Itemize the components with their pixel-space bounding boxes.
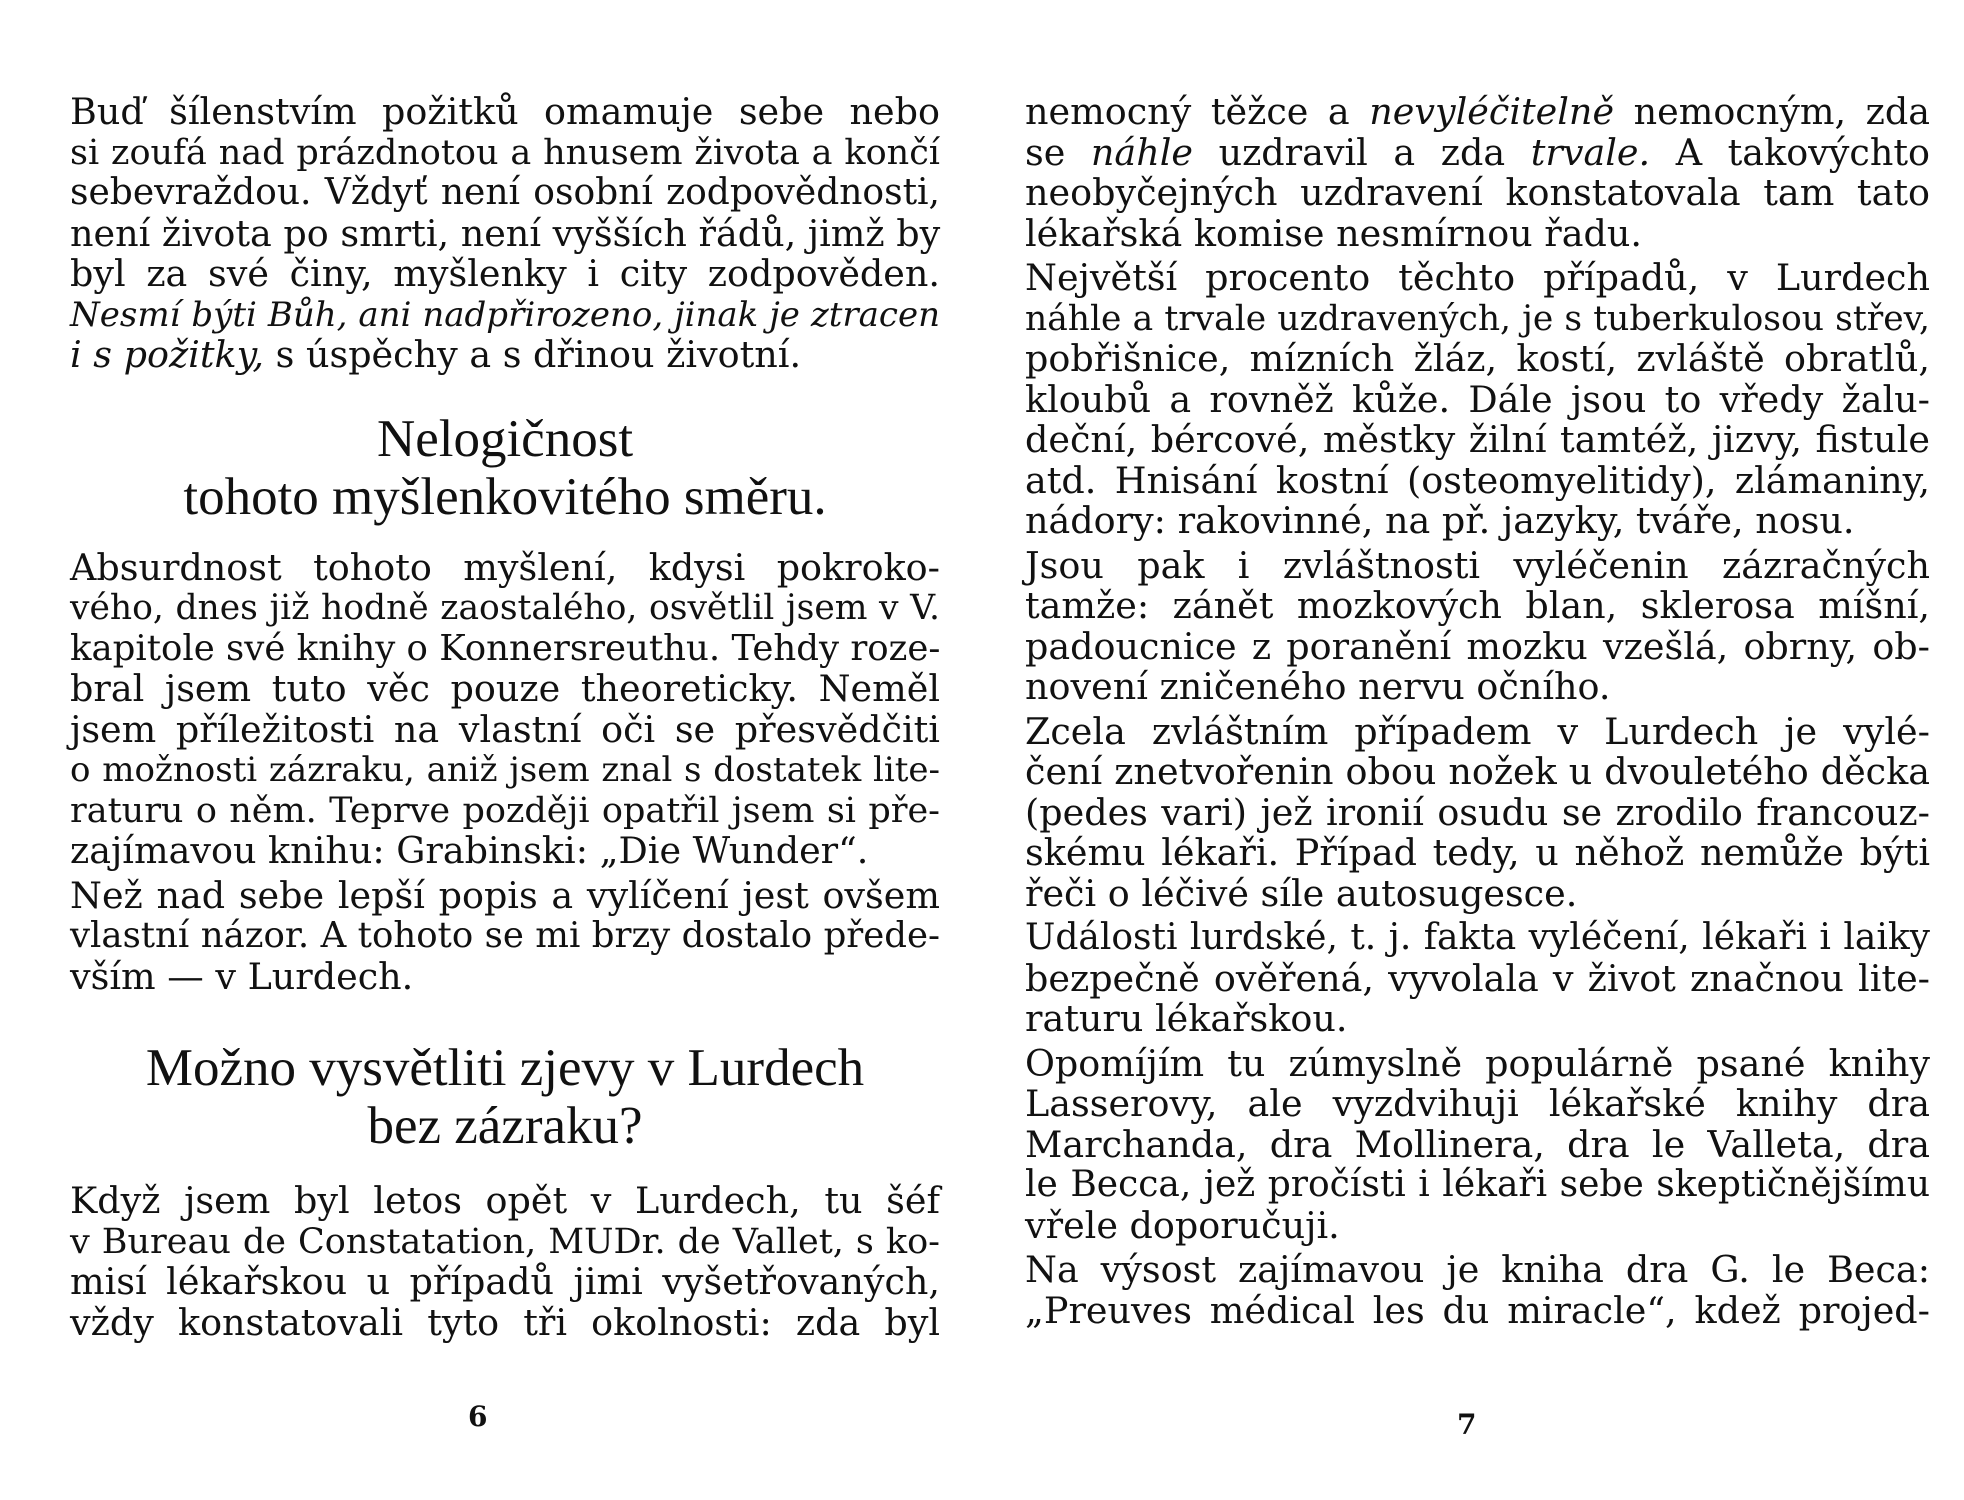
text-line: novení zničeného nervu očního.	[1025, 665, 1611, 708]
text-run: uzdravil a zda	[1192, 130, 1531, 174]
text-line: (pedes vari) jež ironií osudu se zrodilo francouz-	[1025, 790, 1930, 834]
left-paragraph-2	[70, 545, 941, 872]
text-line: čení znetvořenin obou nožek u dvouletého děcka	[1025, 750, 1930, 793]
text-line	[70, 295, 940, 336]
text-run: nemocným, zda	[1614, 90, 1930, 133]
italic-text: nevyléčitelně	[1369, 90, 1615, 133]
italic-text: náhle	[1090, 130, 1193, 174]
text-line: v Bureau de Constatation, MUDr. de Vallet, s ko-	[70, 1221, 940, 1262]
text-line: sebevraždou. Vždyť není osobní zodpovědnosti,	[70, 172, 940, 213]
text-line	[1025, 130, 1930, 174]
heading-line: Možno vysvětliti zjevy v Lurdech	[145, 1039, 865, 1097]
heading-2-block	[70, 1039, 940, 1155]
left-paragraph-3	[70, 873, 940, 998]
text-line: Když jsem byl letos opět v Lurdech, tu šéf	[70, 1179, 940, 1222]
text-line: vždy konstatovali tyto tři okolnosti: zda byl	[70, 1300, 940, 1344]
text-line: raturu lékařskou.	[1025, 997, 1348, 1040]
text-line: kloubů a rovněž kůže. Dále jsou to vředy žalu-	[1025, 377, 1930, 421]
right-paragraph-5	[1025, 918, 1930, 1040]
text-line: padoucnice z poranění mozku vzešlá, obrny, ob-	[1025, 624, 1930, 668]
text-line: Na výsost zajímavou je kniha dra G. le Beca:	[1025, 1248, 1930, 1291]
heading-line: bez zázraku?	[367, 1097, 643, 1155]
text-line: Marchanda, dra Mollinera, dra le Valleta, dra	[1025, 1122, 1930, 1166]
text-line: Největší procento těchto případů, v Lurdech	[1025, 256, 1930, 299]
text-line	[1025, 92, 1930, 133]
left-paragraph-1	[70, 92, 940, 376]
text-line: deční, bércové, městky žilní tamtéž, jizvy, fistule	[1025, 418, 1930, 461]
text-line: bezpečně ověřená, vyvolala v život značnou lite-	[1025, 956, 1930, 1000]
text-line: Jsou pak i zvláštnosti vyléčenin zázračných	[1025, 543, 1930, 587]
text-line: Události lurdské, t. j. fakta vyléčení, lékaři i laiky	[1025, 917, 1930, 958]
right-paragraph-6	[1025, 1041, 1930, 1247]
text-line: pobřišnice, mízních žláz, kostí, zvláště obratlů,	[1025, 337, 1930, 380]
text-line: Absurdnost tohoto myšlení, kdysi pokroko-	[70, 545, 940, 589]
text-line: vším — v Lurdech.	[70, 954, 414, 998]
text-line	[70, 335, 940, 376]
right-paragraph-2	[1025, 258, 1930, 542]
section-heading-1	[70, 410, 940, 526]
text-line: nádory: rakovinné, na př. jazyky, tváře, nosu.	[1025, 499, 1855, 542]
left-page-text-column	[70, 92, 940, 1343]
right-paragraph-1	[1025, 92, 1930, 254]
section-heading-2	[70, 1039, 940, 1155]
right-paragraph-3	[1025, 543, 1930, 708]
text-line: náhle a trvale uzdravených, je s tuberkulosou střev,	[1025, 298, 1930, 339]
text-run: se	[1025, 130, 1091, 174]
text-line: misí lékařskou u případů jimi vyšetřovaných,	[70, 1260, 940, 1303]
heading-1-block	[70, 410, 940, 526]
text-line: Opomíjím tu zúmyslně populárně psané knihy	[1025, 1041, 1930, 1085]
text-line: vřele doporučuji.	[1025, 1203, 1340, 1247]
text-line: Lasserovy, ale vyzdvihuji lékařské knihy dra	[1025, 1082, 1930, 1125]
text-run: nemocný těžce a	[1025, 90, 1370, 133]
left-paragraph-4	[70, 1181, 940, 1343]
text-line: kapitole své knihy o Konnersreuthu. Tehdy roze-	[70, 627, 941, 669]
text-line: si zoufá nad prázdnotou a hnusem života a končí	[70, 132, 940, 173]
italic-text: Nesmí býti Bůh, ani nadpřirozeno, jinak je ztracen	[70, 294, 940, 335]
text-line: le Becca, jež pročísti i lékaři sebe skeptičnějšímu	[1025, 1164, 1930, 1205]
italic-text: i s požitky,	[70, 333, 265, 376]
heading-line: tohoto myšlenkovitého směru.	[183, 467, 827, 526]
text-line: o možnosti zázraku, aniž jsem znal s dostatek lite-	[70, 750, 940, 790]
text-run: A takovýchto	[1650, 130, 1930, 174]
italic-text: trvale.	[1530, 130, 1651, 174]
text-run: s úspěchy a s dřinou životní.	[264, 333, 802, 376]
text-line: není života po smrti, není vyšších řádů, jimž by	[70, 211, 941, 255]
text-line: Buď šílenstvím požitků omamuje sebe nebo	[70, 90, 940, 133]
text-line: vlastní názor. A tohoto se mi brzy dostalo přede-	[70, 915, 940, 956]
left-page	[70, 0, 940, 1500]
right-page-text-column	[1025, 92, 1930, 1331]
text-line: bral jsem tuto věc pouze theoreticky. Neměl	[70, 667, 940, 710]
text-line: lékařská komise nesmírnou řadu.	[1025, 211, 1642, 255]
text-line: skému lékaři. Případ tedy, u něhož nemůže býti	[1025, 831, 1930, 874]
text-line: neobyčejných uzdravení konstatovala tam tato	[1025, 171, 1930, 214]
right-paragraph-7	[1025, 1250, 1930, 1331]
text-line: řeči o léčivé síle autosugesce.	[1025, 871, 1578, 915]
text-line: jsem příležitosti na vlastní oči se přesvědčiti	[70, 707, 940, 751]
text-line: Zcela zvláštním případem v Lurdech je vylé-	[1025, 709, 1930, 753]
text-line: tamže: zánět mozkových blan, sklerosa míšní,	[1025, 584, 1930, 627]
text-line: vého, dnes již hodně zaostalého, osvětlil jsem v V.	[70, 588, 940, 628]
page-number: 7	[1457, 1408, 1477, 1441]
page-number: 6	[468, 1400, 488, 1433]
text-line: raturu o něm. Teprve později opatřil jsem si pře-	[70, 790, 940, 831]
text-line: atd. Hnisání kostní (osteomyelitidy), zlámaniny,	[1025, 458, 1930, 502]
text-line: Než nad sebe lepší popis a vylíčení jest ovšem	[70, 873, 940, 917]
right-paragraph-4	[1025, 709, 1930, 915]
text-line: byl za své činy, myšlenky i city zodpověden.	[70, 252, 940, 295]
heading-line: Nelogičnost	[376, 409, 634, 468]
right-page	[1025, 0, 1930, 1500]
text-line: zajímavou knihu: Grabinski: „Die Wunder“.	[70, 829, 869, 872]
text-line: „Preuves médical les du miracle“, kdež projed-	[1025, 1288, 1930, 1332]
